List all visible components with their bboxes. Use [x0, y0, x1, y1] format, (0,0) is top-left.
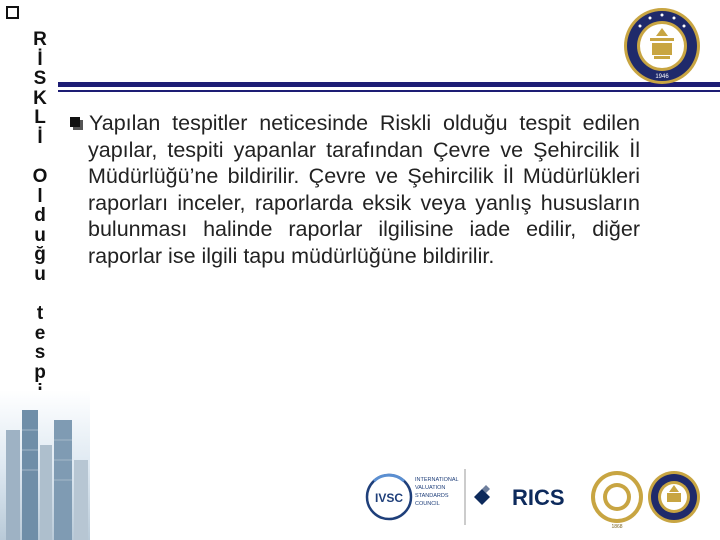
q-bullet-icon [70, 117, 84, 131]
title-letter: s [34, 342, 46, 363]
university-seal-small-logo [648, 471, 700, 523]
university-seal-logo [622, 6, 702, 86]
bullet-paragraph [70, 110, 640, 269]
title-letter: d [34, 205, 46, 226]
body-paragraph-block [70, 110, 640, 269]
city-skyline-image [0, 390, 90, 540]
ivsc-line: COUNCIL [415, 501, 440, 507]
rics-seal-logo [591, 471, 643, 530]
title-letter: K [33, 87, 47, 109]
seal-year: 1946 [655, 74, 669, 80]
header-rule-thin [58, 90, 720, 92]
rics-wordmark: RICS [512, 485, 565, 510]
title-letter: p [34, 361, 46, 383]
title-gap [32, 284, 48, 304]
title-letter: e [34, 322, 46, 344]
title-letter: O [32, 166, 48, 187]
ivsc-line: INTERNATIONAL [415, 477, 459, 483]
title-letter: İ [37, 48, 43, 70]
header-rule-thick [58, 82, 720, 87]
rics-seal-year: 1868 [611, 524, 623, 530]
ivsc-line: STANDARDS [415, 493, 449, 499]
title-letter: S [33, 68, 47, 89]
vertical-title [32, 30, 48, 421]
title-gap [32, 147, 48, 167]
title-letter: t [36, 303, 44, 324]
ivsc-acronym: IVSC [374, 491, 404, 505]
rics-logo [474, 485, 565, 510]
ivsc-line: VALUATION [415, 485, 446, 491]
paragraph-text: Yapılan tespitler neticesinde Riskli olduğu tespit edilen yapılar, tespiti yapanlar tarafından Çevre ve Şehircilik İl Müdürlüğü’ne bildirilir. Çevre ve Şehircilik İl Müdürlükleri raporları inceler, raporlarda eksik veya yanlış hususların bulunması halinde raporlar ilgilisine iade edilir, diğer raporlar ise ilgili tapu müdürlüğüne bildirilir. [88, 111, 640, 268]
corner-checkbox-bullet [6, 6, 19, 19]
title-letter: ğ [34, 244, 46, 265]
title-letter: l [37, 185, 43, 207]
title-letter: İ [37, 126, 43, 148]
ivsc-logo [367, 475, 459, 519]
title-letter: u [34, 224, 46, 246]
footer-logo-strip [362, 461, 702, 533]
title-letter: L [34, 107, 46, 128]
title-letter: u [34, 263, 46, 285]
title-letter: R [33, 29, 47, 50]
